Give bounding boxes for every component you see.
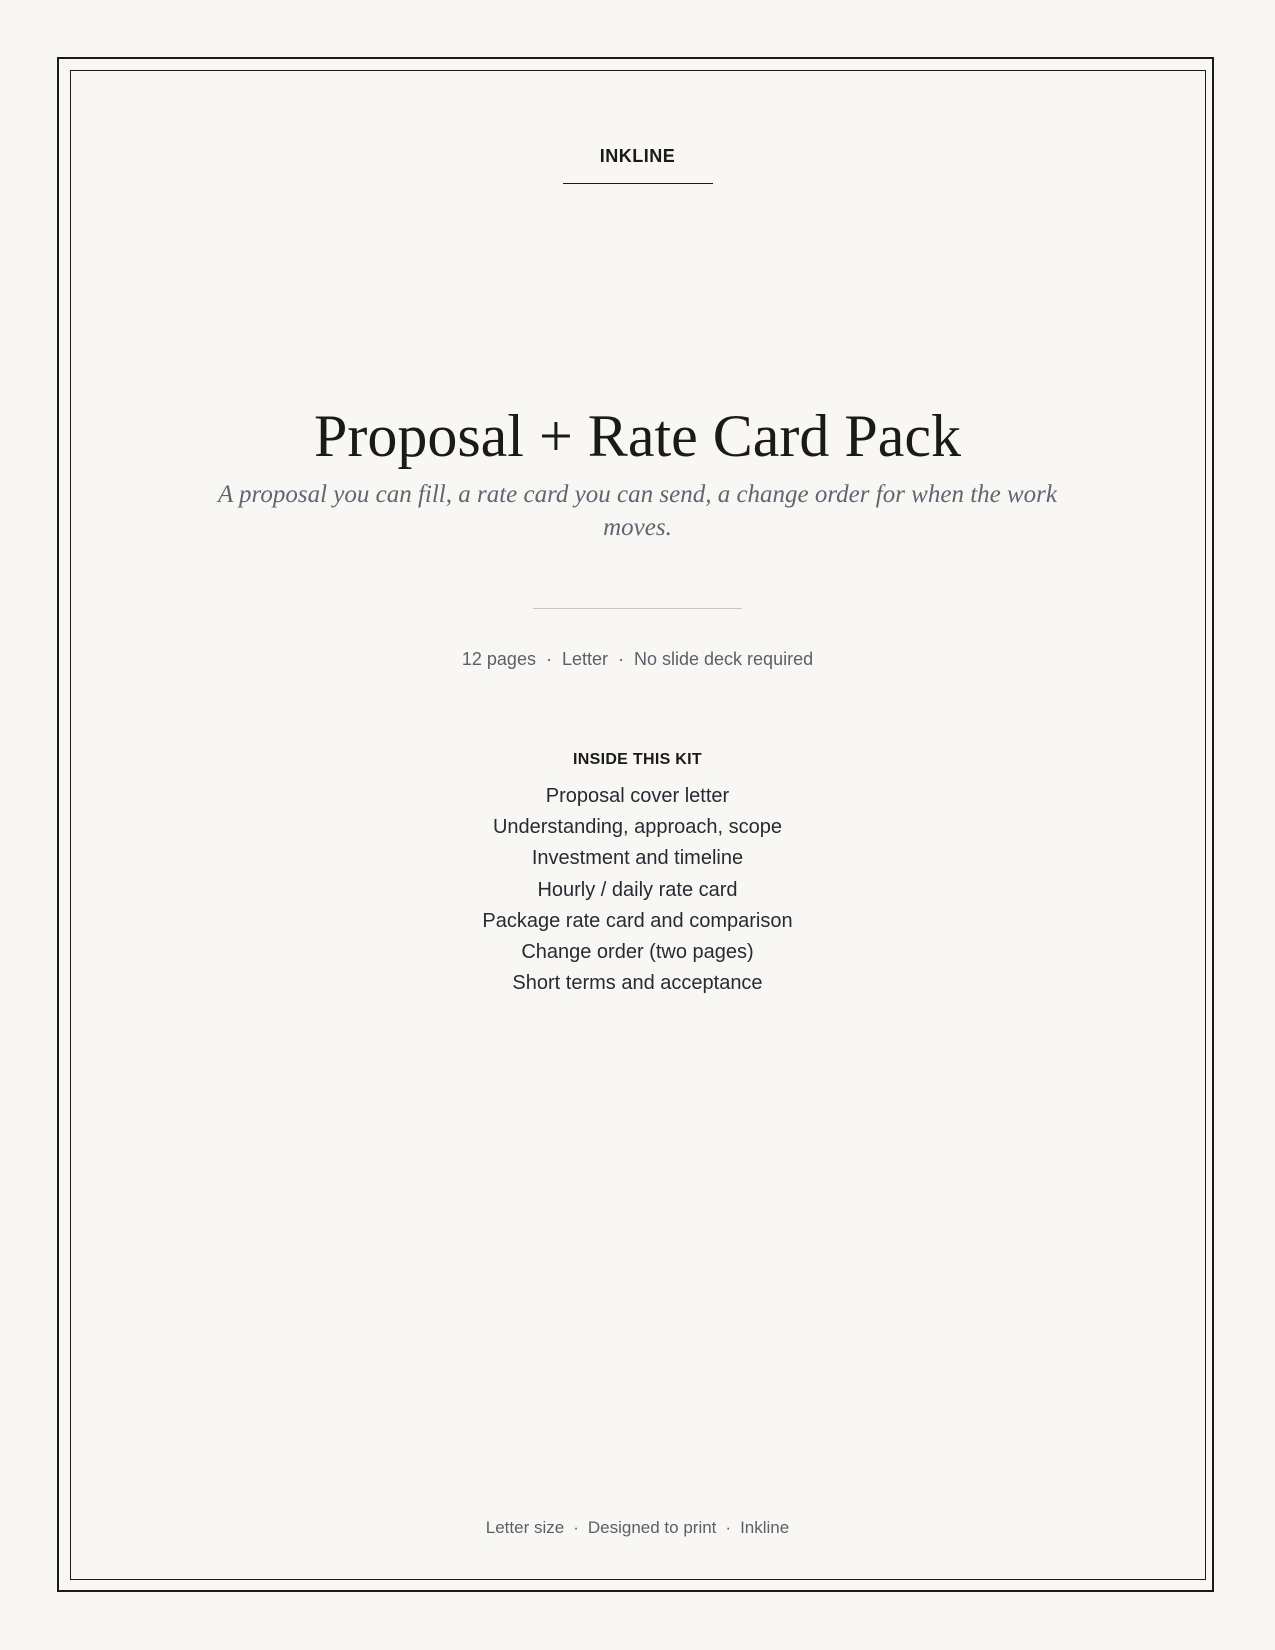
list-item: Hourly / daily rate card — [537, 878, 738, 901]
list-item: Investment and timeline — [531, 847, 744, 870]
footer-paper-size: Letter size — [485, 1518, 565, 1537]
list-item: Package rate card and comparison — [482, 909, 793, 932]
document-meta-line — [0, 648, 1275, 670]
footer-brand: Inkline — [740, 1518, 790, 1537]
footer-print-note: Designed to print — [587, 1518, 717, 1537]
kit-contents-list — [0, 781, 1275, 999]
page-title: Proposal + Rate Card Pack — [313, 403, 962, 470]
page-footer — [0, 1517, 1275, 1538]
list-item: Short terms and acceptance — [512, 972, 763, 995]
page-subtitle: A proposal you can fill, a rate card you can send, a change order for when the work moves. — [217, 481, 1057, 541]
meta-separator: · — [618, 649, 624, 669]
list-item: Change order (two pages) — [521, 941, 754, 964]
meta-paper-size: Letter — [561, 649, 608, 669]
section-divider — [533, 608, 742, 609]
kit-contents-heading: INSIDE THIS KIT — [573, 751, 702, 768]
meta-separator: · — [545, 649, 552, 669]
brand-name: INKLINE — [599, 146, 676, 166]
meta-page-count: 12 pages — [461, 649, 536, 669]
list-item: Proposal cover letter — [545, 785, 730, 807]
brand-underline-rule — [563, 183, 713, 184]
list-item: Understanding, approach, scope — [492, 816, 783, 839]
footer-separator: · — [573, 1518, 579, 1537]
meta-no-deck-note: No slide deck required — [634, 649, 814, 669]
footer-separator: · — [725, 1518, 732, 1537]
